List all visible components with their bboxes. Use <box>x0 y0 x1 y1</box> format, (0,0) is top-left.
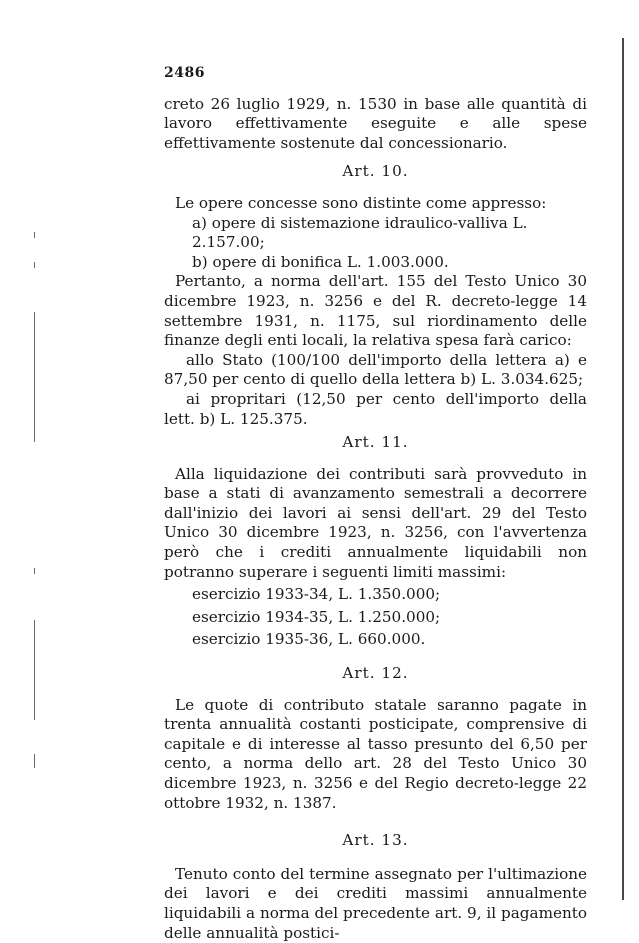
article-10-body: Pertanto, a norma dell'art. 155 del Testo Unico 30 dicembre 1923, n. 3256 e del R. decreto-legge 14 settembre 1931, n. 1175, sul riordinamento delle finanze degli enti locali, la relativa spesa farà carico: <box>164 272 587 350</box>
article-12-body: Le quote di contributo statale saranno pagate in trenta annualità costanti posticipate, comprensive di capitale e di interesse al tasso presunto del 6,50 per cento, a norma dello art. 28 del Testo Unico 30 dicembre 1923, n. 3256 e del Regio decreto-legge 22 ottobre 1932, n. 1387. <box>164 695 587 812</box>
article-11-limit: esercizio 1935-36, L. 660.000. <box>192 630 426 649</box>
article-13-body: Tenuto conto del termine assegnato per l'ultimazione dei lavori e dei crediti massimi annualmente liquidabili a norma del precedente art. 9, il pagamento delle annualità postici- <box>164 864 587 942</box>
article-10-item-b: b) opere di bonifica L. 1.003.000. <box>192 252 449 271</box>
article-11-heading: Art. 11. <box>342 433 409 452</box>
scan-margin-mark <box>34 754 35 768</box>
scan-margin-mark <box>34 232 35 238</box>
article-10-heading: Art. 10. <box>342 162 409 181</box>
page-number: 2486 <box>164 65 205 81</box>
scan-margin-mark <box>34 312 35 442</box>
article-10-intro: Le opere concesse sono distinte come appresso: <box>175 193 547 212</box>
article-11-limit: esercizio 1934-35, L. 1.250.000; <box>192 607 441 626</box>
article-12-heading: Art. 12. <box>342 664 409 683</box>
article-11-limit: esercizio 1933-34, L. 1.350.000; <box>192 585 441 604</box>
scan-margin-mark <box>34 262 35 268</box>
article-11-body: Alla liquidazione dei contributi sarà provveduto in base a stati di avanzamento semestrali a decorrere dall'inizio dei lavori ai sensi dell'art. 29 del Testo Unico 30 dicembre 1923, n. 3256, con l'avvertenza però che i crediti annualmente liquidabili non potranno superare i seguenti limiti massimi: <box>164 464 587 581</box>
article-10-charge-owners: ai propritari (12,50 per cento dell'importo della lett. b) L. 125.375. <box>164 389 587 428</box>
article-13-heading: Art. 13. <box>342 831 409 850</box>
article-10-item-a: a) opere di sistemazione idraulico-valliva L. 2.157.00; <box>192 213 528 252</box>
page-binding-edge <box>622 38 624 900</box>
scan-margin-mark <box>34 568 35 574</box>
document-page <box>164 64 587 943</box>
article-10-charge-state: allo Stato (100/100 dell'importo della lettera a) e 87,50 per cento di quello della lettera b) L. 3.034.625; <box>164 350 587 389</box>
scan-margin-mark <box>34 620 35 720</box>
opening-paragraph: creto 26 luglio 1929, n. 1530 in base alle quantità di lavoro effettivamente eseguite e alle spese effettivamente sostenute dal concessionario. <box>164 94 587 152</box>
